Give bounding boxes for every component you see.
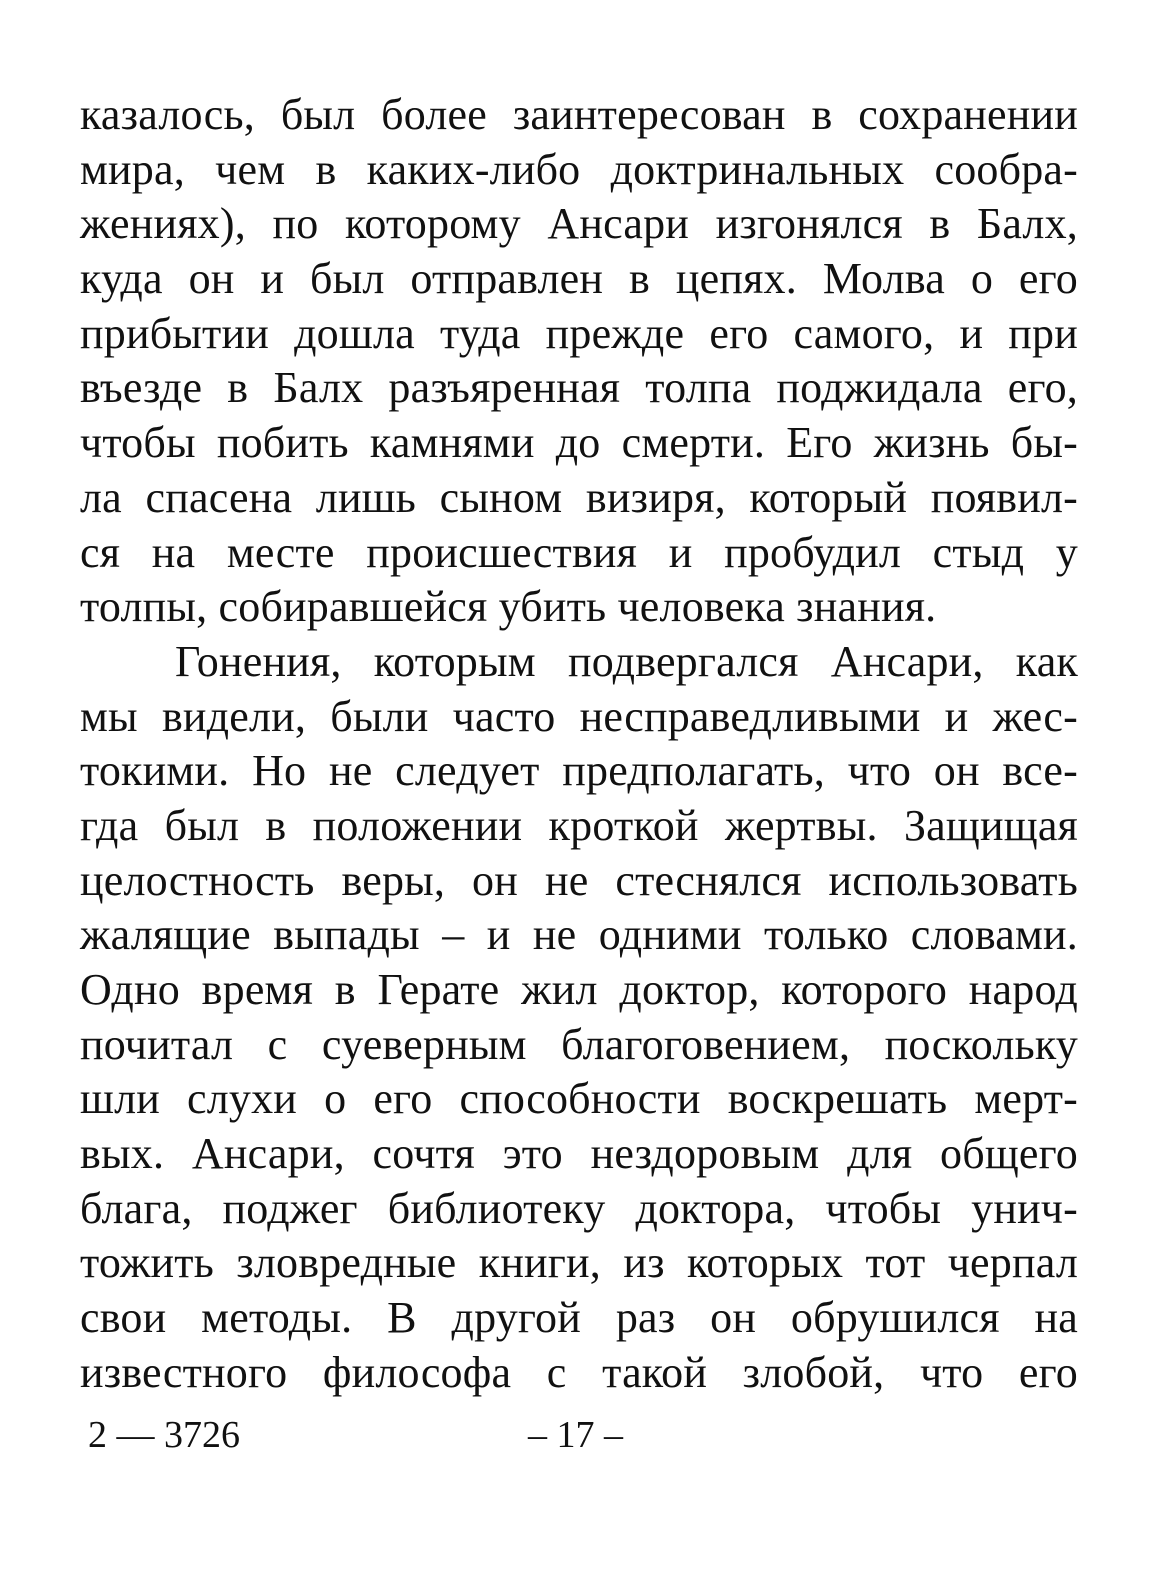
text-line: Одно время в Герате жил доктор, которого народ [80,965,1078,1014]
text-line: шли слухи о его способности воскрешать мерт- [80,1074,1078,1124]
text-line: свои методы. В другой раз он обрушился на [80,1293,1078,1343]
text-line: ла спасена лишь сыном визиря, который появил- [80,472,1078,522]
text-line: известного философа с такой злобой, что его [80,1347,1078,1397]
text-line: вых. Ансари, сочтя это нездоровым для общего [80,1129,1078,1179]
text-line: прибытии дошла туда прежде его самого, и при [80,308,1078,358]
text-line: блага, поджег библиотеку доктора, чтобы унич- [80,1183,1078,1233]
paragraph-start-line: Гонения, которым подвергался Ансари, как [175,636,1078,686]
text-line: чтобы побить камнями до смерти. Его жизнь бы- [80,418,1078,468]
text-line: мира, чем в каких-либо доктринальных сообра- [80,144,1078,194]
text-line: тожить зловредные книги, из которых тот черпал [80,1238,1078,1288]
text-line: куда он и был отправлен в цепях. Молва о его [80,254,1078,304]
text-line: казалось, был более заинтересован в сохранении [80,90,1078,139]
text-line: почитал с суеверным благоговением, поскольку [80,1019,1078,1069]
text-line: въезде в Балх разъяренная толпа поджидала его, [80,363,1078,413]
printer-signature: 2 — 3726 [88,1414,240,1456]
text-line: жалящие выпады – и не одними только словами. [80,910,1078,960]
text-line: мы видели, были часто несправедливыми и жес- [80,691,1078,741]
page-number: – 17 – [528,1414,623,1456]
text-line: гда был в положении кроткой жертвы. Защищая [80,800,1078,850]
text-line: жениях), по которому Ансари изгонялся в Балх, [80,199,1078,249]
text-line: ся на месте происшествия и пробудил стыд у [80,527,1078,577]
page-footer [0,1410,1175,1460]
text-line: толпы, собиравшейся убить человека знания. [80,582,937,632]
page-text [80,88,1078,1401]
text-line: токими. Но не следует предполагать, что он все- [80,746,1078,796]
text-line: целостность веры, он не стеснялся использовать [80,855,1078,905]
